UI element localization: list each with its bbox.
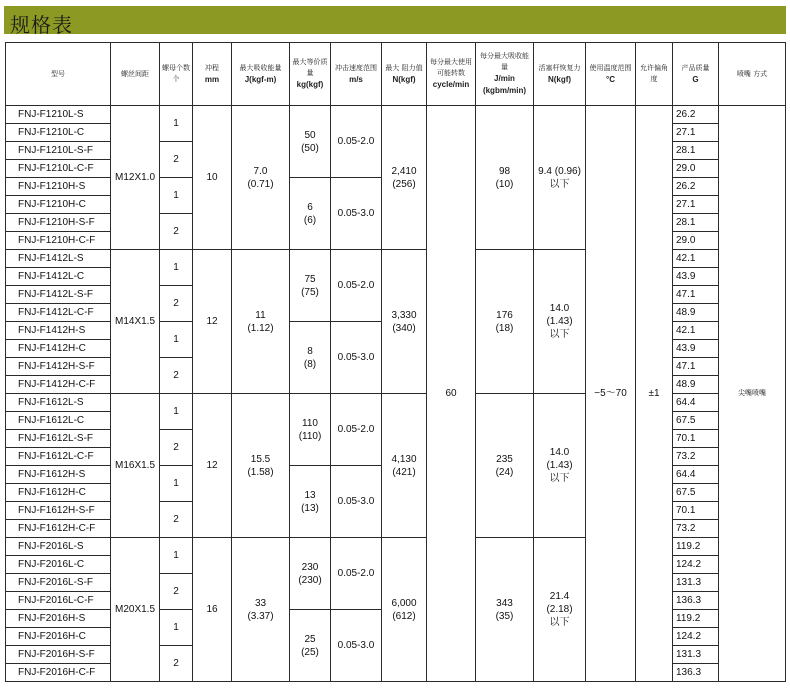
weight-cell: 67.5 bbox=[673, 412, 719, 430]
weight-cell: 73.2 bbox=[673, 520, 719, 538]
max-mass-cell bbox=[290, 106, 331, 178]
nut-count-cell: 2 bbox=[160, 646, 193, 682]
speed-cell: 0.05-3.0 bbox=[331, 178, 382, 250]
cell-text: 98 bbox=[498, 165, 511, 177]
weight-cell: 131.3 bbox=[673, 646, 719, 664]
nut-count-cell: 2 bbox=[160, 430, 193, 466]
max-mass-cell bbox=[290, 538, 331, 610]
weight-cell: 47.1 bbox=[673, 286, 719, 304]
weight-cell: 29.0 bbox=[673, 232, 719, 250]
energy-per-min-cell bbox=[476, 538, 534, 682]
weight-cell: 70.1 bbox=[673, 430, 719, 448]
model-cell: FNJ-F1612H-S bbox=[6, 466, 111, 484]
model-cell: FNJ-F1612L-S-F bbox=[6, 430, 111, 448]
nozzle-cell: 尖嘴喷嘴 bbox=[719, 106, 786, 682]
cell-text: 11 bbox=[255, 309, 266, 321]
cell-text: 以下 bbox=[549, 473, 570, 484]
temp-cell: −5〜70 bbox=[586, 106, 636, 682]
max-resist-cell bbox=[382, 394, 427, 538]
cell-text: (612) bbox=[392, 610, 416, 622]
nut-count-cell: 2 bbox=[160, 574, 193, 610]
weight-cell: 119.2 bbox=[673, 538, 719, 556]
nut-count-cell: 1 bbox=[160, 538, 193, 574]
cell-text: (24) bbox=[495, 466, 514, 478]
max-energy-cell bbox=[232, 250, 290, 394]
header-angle: 允许偏角度 bbox=[636, 43, 673, 106]
cell-text: (0.71) bbox=[247, 178, 274, 190]
cell-text: 6,000 bbox=[391, 597, 417, 609]
model-cell: FNJ-F2016L-C-F bbox=[6, 592, 111, 610]
energy-per-min-cell bbox=[476, 250, 534, 394]
cell-text: (1.12) bbox=[247, 322, 274, 334]
cell-text: 以下 bbox=[549, 329, 570, 340]
cell-text: 3,330 bbox=[391, 309, 417, 321]
weight-cell: 26.2 bbox=[673, 178, 719, 196]
cell-text: (1.58) bbox=[247, 466, 274, 478]
weight-cell: 70.1 bbox=[673, 502, 719, 520]
model-cell: FNJ-F1210H-C bbox=[6, 196, 111, 214]
max-resist-cell bbox=[382, 106, 427, 250]
nut-count-cell: 2 bbox=[160, 502, 193, 538]
model-cell: FNJ-F2016H-S-F bbox=[6, 646, 111, 664]
cell-text: (110) bbox=[298, 430, 322, 442]
max-mass-cell bbox=[290, 466, 331, 538]
cell-text: (2.18) bbox=[546, 604, 573, 615]
header-max-mass: 最大等价质量 kg(kgf) bbox=[290, 43, 331, 106]
model-cell: FNJ-F1412H-S bbox=[6, 322, 111, 340]
cell-text: (10) bbox=[495, 178, 514, 190]
weight-cell: 28.1 bbox=[673, 214, 719, 232]
model-cell: FNJ-F1612H-S-F bbox=[6, 502, 111, 520]
header-max-resist: 最大 阻力值 N(kgf) bbox=[382, 43, 427, 106]
cell-text: 14.0 bbox=[549, 447, 570, 458]
header-model: 型号 bbox=[6, 43, 111, 106]
speed-cell: 0.05-2.0 bbox=[331, 250, 382, 322]
cell-text: 176 bbox=[496, 309, 513, 321]
weight-cell: 27.1 bbox=[673, 196, 719, 214]
header-thread: 螺丝间距 bbox=[111, 43, 160, 106]
nut-count-cell: 2 bbox=[160, 214, 193, 250]
energy-per-min-cell bbox=[476, 106, 534, 250]
angle-cell: ±1 bbox=[636, 106, 673, 682]
cell-text: 230 bbox=[301, 561, 319, 573]
header-energy-per-min: 每分最大吸收能量 J/min (kgbm/min) bbox=[476, 43, 534, 106]
cell-text: 235 bbox=[496, 453, 513, 465]
header-row bbox=[6, 43, 786, 106]
model-cell: FNJ-F2016H-C bbox=[6, 628, 111, 646]
model-cell: FNJ-F1210H-S bbox=[6, 178, 111, 196]
speed-cell: 0.05-2.0 bbox=[331, 538, 382, 610]
cell-text: 75 bbox=[304, 273, 316, 285]
cell-text: 25 bbox=[304, 633, 316, 645]
cell-text: 15.5 bbox=[250, 453, 271, 465]
cell-text: 50 bbox=[304, 129, 316, 141]
nut-count-cell: 1 bbox=[160, 610, 193, 646]
weight-cell: 136.3 bbox=[673, 592, 719, 610]
cell-text: (13) bbox=[301, 502, 319, 514]
rod-return-cell bbox=[534, 394, 586, 538]
cell-text: 13 bbox=[304, 489, 316, 501]
cell-text: 2,410 bbox=[391, 165, 417, 177]
thread-cell: M16X1.5 bbox=[111, 394, 160, 538]
weight-cell: 43.9 bbox=[673, 340, 719, 358]
header-rod-return: 活塞杆恢复力 N(kgf) bbox=[534, 43, 586, 106]
model-cell: FNJ-F1210L-C bbox=[6, 124, 111, 142]
title-bar bbox=[4, 6, 786, 37]
weight-cell: 42.1 bbox=[673, 250, 719, 268]
header-stroke: 冲程 mm bbox=[193, 43, 232, 106]
cell-text: (1.43) bbox=[546, 316, 573, 327]
max-mass-cell bbox=[290, 250, 331, 322]
cell-text: 14.0 bbox=[549, 303, 570, 314]
weight-cell: 124.2 bbox=[673, 628, 719, 646]
model-cell: FNJ-F2016L-C bbox=[6, 556, 111, 574]
weight-cell: 64.4 bbox=[673, 394, 719, 412]
cell-text: 7.0 bbox=[253, 165, 268, 177]
model-cell: FNJ-F2016H-S bbox=[6, 610, 111, 628]
model-cell: FNJ-F1210L-S-F bbox=[6, 142, 111, 160]
model-cell: FNJ-F1412L-S bbox=[6, 250, 111, 268]
max-energy-cell bbox=[232, 538, 290, 682]
weight-cell: 28.1 bbox=[673, 142, 719, 160]
header-nut-count: 螺母个数 个 bbox=[160, 43, 193, 106]
cell-text: (6) bbox=[303, 214, 317, 226]
max-mass-cell bbox=[290, 610, 331, 682]
weight-cell: 27.1 bbox=[673, 124, 719, 142]
max-resist-cell bbox=[382, 250, 427, 394]
header-speed: 冲击速度范围 m/s bbox=[331, 43, 382, 106]
cell-text: 以下 bbox=[549, 617, 570, 628]
max-mass-cell bbox=[290, 322, 331, 394]
rod-return-cell bbox=[534, 250, 586, 394]
cell-text: (18) bbox=[495, 322, 514, 334]
model-cell: FNJ-F1612L-S bbox=[6, 394, 111, 412]
cycles-cell: 60 bbox=[427, 106, 476, 682]
model-cell: FNJ-F1612H-C-F bbox=[6, 520, 111, 538]
header-temp: 使用温度范围 °C bbox=[586, 43, 636, 106]
model-cell: FNJ-F2016H-C-F bbox=[6, 664, 111, 682]
weight-cell: 131.3 bbox=[673, 574, 719, 592]
model-cell: FNJ-F2016L-S bbox=[6, 538, 111, 556]
weight-cell: 124.2 bbox=[673, 556, 719, 574]
thread-cell: M12X1.0 bbox=[111, 106, 160, 250]
thread-cell: M14X1.5 bbox=[111, 250, 160, 394]
cell-text: (25) bbox=[301, 646, 319, 658]
nut-count-cell: 1 bbox=[160, 250, 193, 286]
page-title: 规格表 bbox=[10, 13, 73, 37]
spec-table-body bbox=[6, 106, 786, 682]
stroke-cell: 12 bbox=[193, 250, 232, 394]
weight-cell: 42.1 bbox=[673, 322, 719, 340]
model-cell: FNJ-F1612L-C bbox=[6, 412, 111, 430]
cell-text: 110 bbox=[302, 417, 318, 429]
cell-text: (50) bbox=[301, 142, 319, 154]
nut-count-cell: 1 bbox=[160, 466, 193, 502]
model-cell: FNJ-F1210H-C-F bbox=[6, 232, 111, 250]
cell-text: (8) bbox=[303, 358, 317, 370]
speed-cell: 0.05-2.0 bbox=[331, 106, 382, 178]
max-energy-cell bbox=[232, 106, 290, 250]
model-cell: FNJ-F1210H-S-F bbox=[6, 214, 111, 232]
weight-cell: 43.9 bbox=[673, 268, 719, 286]
thread-cell: M20X1.5 bbox=[111, 538, 160, 682]
cell-text: 6 bbox=[307, 201, 313, 213]
model-cell: FNJ-F1412L-C bbox=[6, 268, 111, 286]
cell-text: 343 bbox=[496, 597, 513, 609]
max-energy-cell bbox=[232, 394, 290, 538]
speed-cell: 0.05-3.0 bbox=[331, 466, 382, 538]
nut-count-cell: 1 bbox=[160, 178, 193, 214]
header-nozzle: 喷嘴 方式 bbox=[719, 43, 786, 106]
weight-cell: 26.2 bbox=[673, 106, 719, 124]
cell-text: (340) bbox=[392, 322, 416, 334]
speed-cell: 0.05-2.0 bbox=[331, 394, 382, 466]
header-weight: 产品质量 G bbox=[673, 43, 719, 106]
cell-text: 以下 bbox=[549, 178, 570, 190]
nut-count-cell: 2 bbox=[160, 358, 193, 394]
energy-per-min-cell bbox=[476, 394, 534, 538]
model-cell: FNJ-F1612L-C-F bbox=[6, 448, 111, 466]
cell-text: 8 bbox=[307, 345, 313, 357]
nut-count-cell: 1 bbox=[160, 106, 193, 142]
header-cycles: 每分最大使用可能转数 cycle/min bbox=[427, 43, 476, 106]
spec-table bbox=[5, 42, 786, 682]
model-cell: FNJ-F1412L-S-F bbox=[6, 286, 111, 304]
cell-text: (3.37) bbox=[247, 610, 274, 622]
rod-return-cell bbox=[534, 538, 586, 682]
nut-count-cell: 2 bbox=[160, 142, 193, 178]
table-row bbox=[6, 106, 786, 124]
nut-count-cell: 1 bbox=[160, 394, 193, 430]
cell-text: (421) bbox=[392, 466, 416, 478]
cell-text: (230) bbox=[298, 574, 322, 586]
model-cell: FNJ-F1412H-C bbox=[6, 340, 111, 358]
weight-cell: 48.9 bbox=[673, 376, 719, 394]
stroke-cell: 16 bbox=[193, 538, 232, 682]
nut-count-cell: 1 bbox=[160, 322, 193, 358]
header-max-energy: 最大吸收能量 J(kgf-m) bbox=[232, 43, 290, 106]
model-cell: FNJ-F1612H-C bbox=[6, 484, 111, 502]
weight-cell: 136.3 bbox=[673, 664, 719, 682]
weight-cell: 29.0 bbox=[673, 160, 719, 178]
weight-cell: 48.9 bbox=[673, 304, 719, 322]
model-cell: FNJ-F1412H-C-F bbox=[6, 376, 111, 394]
cell-text: (256) bbox=[392, 178, 416, 190]
cell-text: (1.43) bbox=[546, 460, 573, 471]
nut-count-cell: 2 bbox=[160, 286, 193, 322]
weight-cell: 119.2 bbox=[673, 610, 719, 628]
model-cell: FNJ-F2016L-S-F bbox=[6, 574, 111, 592]
rod-return-cell bbox=[534, 106, 586, 250]
model-cell: FNJ-F1210L-C-F bbox=[6, 160, 111, 178]
stroke-cell: 10 bbox=[193, 106, 232, 250]
max-resist-cell bbox=[382, 538, 427, 682]
speed-cell: 0.05-3.0 bbox=[331, 610, 382, 682]
speed-cell: 0.05-3.0 bbox=[331, 322, 382, 394]
weight-cell: 64.4 bbox=[673, 466, 719, 484]
cell-text: 9.4 (0.96) bbox=[538, 165, 581, 177]
weight-cell: 73.2 bbox=[673, 448, 719, 466]
stroke-cell: 12 bbox=[193, 394, 232, 538]
cell-text: 4,130 bbox=[391, 453, 417, 465]
model-cell: FNJ-F1412L-C-F bbox=[6, 304, 111, 322]
model-cell: FNJ-F1412H-S-F bbox=[6, 358, 111, 376]
cell-text: (75) bbox=[301, 286, 319, 298]
cell-text: (35) bbox=[495, 610, 514, 622]
cell-text: 21.4 bbox=[549, 591, 570, 602]
max-mass-cell bbox=[290, 178, 331, 250]
model-cell: FNJ-F1210L-S bbox=[6, 106, 111, 124]
max-mass-cell bbox=[290, 394, 331, 466]
cell-text: 33 bbox=[254, 597, 267, 609]
weight-cell: 47.1 bbox=[673, 358, 719, 376]
weight-cell: 67.5 bbox=[673, 484, 719, 502]
